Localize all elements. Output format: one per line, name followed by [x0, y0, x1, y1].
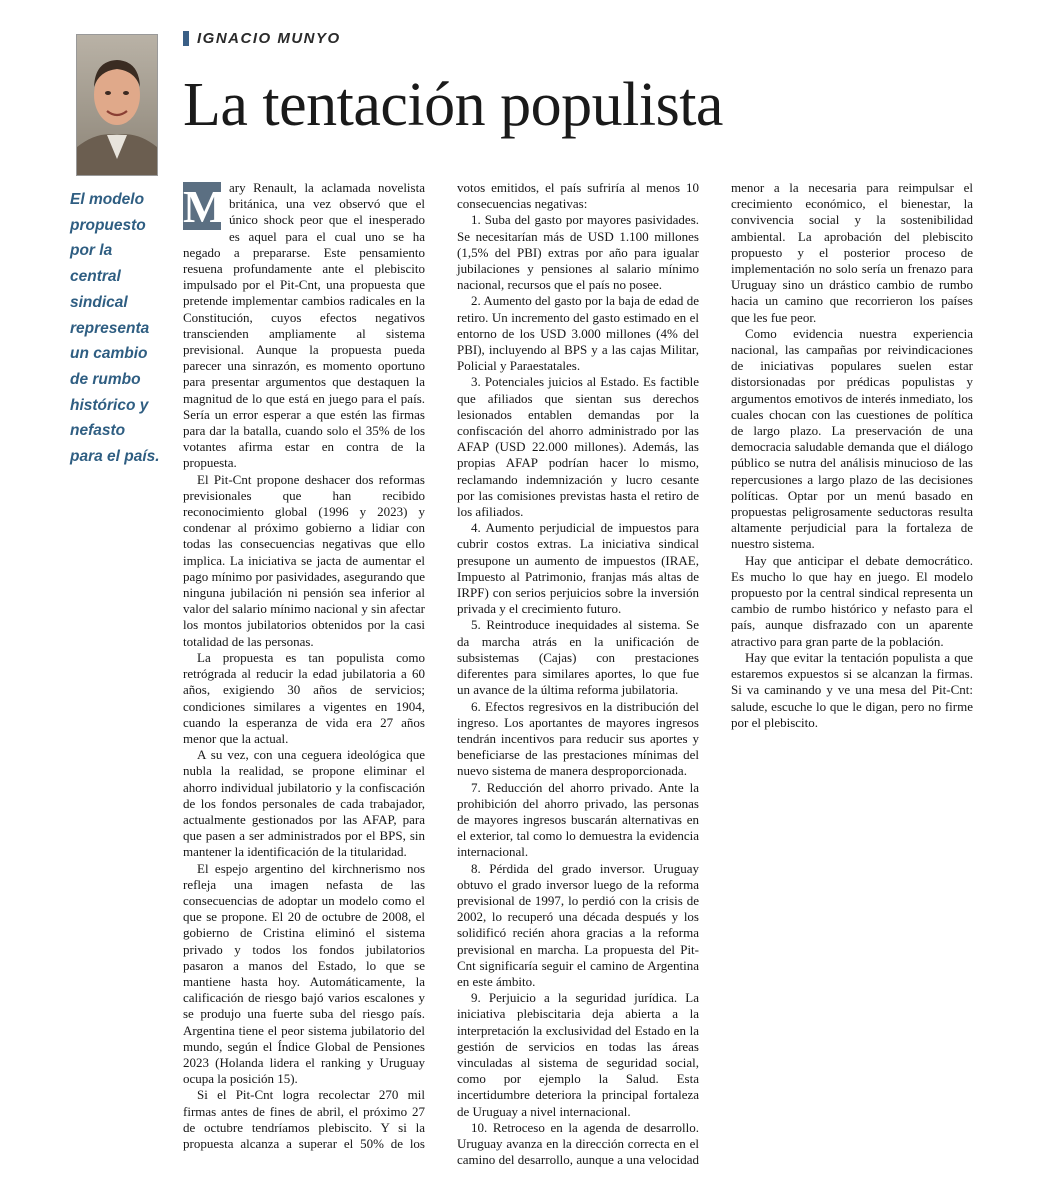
article-list-item: 9. Perjuicio a la seguridad jurídica. La iniciativa plebiscitaria deja abierta a la interpretación la exclusividad del Estado en la gestión de servicios en todas las áreas vinculadas al sistema de seguridad social, como por ejemplo la Salud. Esta incertidumbre deteriora la principal fortaleza de Uruguay a nivel internacional. — [457, 990, 699, 1119]
article-paragraph: Si el Pit-Cnt logra recolectar 270 mil firmas antes de fines de abril, el próximo 27 de octubre tendríamos plebiscito. Y si la propuesta alcanza a superar el 50% de los votos emitidos, el país sufriría al menos 10 consecuencias negativas: — [183, 180, 699, 1151]
author-photo — [76, 34, 158, 176]
article-paragraph: M ary Renault, la aclamada novelista británica, una vez observó que el único shock peor que el inesperado es aquel para el cual uno se ha negado a prepararse. Este pensamiento resuena profundamente ante el plebiscito impulsado por el Pit-Cnt, una propuesta que pretende implementar cambios radicales en la Constitución, cuyos efectos negativos transcienden ampliamente al sistema previsional. Aunque la propuesta pueda parecer una sinrazón, es momento oportuno para presentar argumentos que destaquen la magnitud de lo que está en juego para el país. Sería un error esperar a que estén las firmas para dar la batalla, cuando solo el 35% de los votantes afirma estar en contra de la propuesta. — [183, 180, 425, 471]
byline — [183, 30, 341, 47]
article-list-item: 6. Efectos regresivos en la distribución del ingreso. Los aportantes de mayores ingresos tendrán incentivos para reducir sus aportes y beneficiarse de las prestaciones mínimas del nuevo sistema de manera desproporcionada. — [457, 698, 699, 779]
drop-cap: M — [183, 181, 227, 232]
article-list-item: 10. Retroceso en la agenda de desarrollo. Uruguay avanza en la dirección correcta en el camino del desarrollo, aunque a una velocidad menor a la necesaria para reimpulsar el crecimiento económico, el bienestar, la convivencia social y la sostenibilidad ambiental. La aprobación del plebiscito propuesto y el posterior proceso de implementación no solo sería un frenazo para Uruguay sino un drástico cambio de rumbo hacia un camino que recorrieron los países que les fue peor. — [457, 180, 973, 1168]
article-list-item: 7. Reducción del ahorro privado. Ante la prohibición del ahorro privado, las personas de mayores ingresos buscarán alternativas en el exterior, tal como lo demuestra la evidencia internacional. — [457, 779, 699, 860]
pull-quote — [70, 187, 162, 470]
pull-quote-text: El modelo propuesto por la central sindical representa un cambio de rumbo histórico y nefasto para el país. — [70, 191, 160, 466]
article-list-item: 2. Aumento del gasto por la baja de edad de retiro. Un incremento del gasto estimado en el entorno de los USD 3.000 millones (4% del PBI), incluyendo al BPS y a las cajas Militar, Policial y Paraestatales. — [457, 293, 699, 374]
author-portrait-icon — [77, 35, 157, 175]
article-paragraph: La propuesta es tan populista como retrógrada al reducir la edad jubilatoria a 60 años, exigiendo 30 años de servicios; condiciones similares a vigentes en 1904, cuando la esperanza de vida era 27 años menor que la actual. — [183, 649, 425, 746]
headline: La tentación populista — [183, 71, 723, 139]
article-list-item: 4. Aumento perjudicial de impuestos para cubrir costos extras. La iniciativa sindical presupone un aumento de impuestos (IRAE, Impuesto al Patrimonio, franjas más altas de IRPF) con serios perjuicios sobre la inversión privada y el crecimiento futuro. — [457, 520, 699, 617]
article-body — [183, 180, 973, 1180]
author-name: IGNACIO MUNYO — [197, 30, 341, 47]
article-paragraph: El espejo argentino del kirchnerismo nos refleja una imagen nefasta de las consecuencias de adoptar un modelo como el que se propone. El 20 de octubre de 2008, el gobierno de Cristina eliminó el sistema privado y todos los fondos jubilatorios pasaron a manos del Estado, lo que se mantiene hasta hoy. Automáticamente, la calificación de riesgo bajó varios escalones y se produjo una fuerte suba del riesgo país. Argentina tiene el peor sistema jubilatorio del mundo, según el Índice Global de Pensiones 2023 (Holanda lidera el ranking y Uruguay ocupa la posición 15). — [183, 860, 425, 1087]
article-list-item: 1. Suba del gasto por mayores pasividades. Se necesitarían más de USD 1.100 millones (1,5% del PBI) extras por año para igualar jubilaciones y pensiones al salario mínimo nacional, recursos que el país no posee. — [457, 212, 699, 293]
article-list-item: 8. Pérdida del grado inversor. Uruguay obtuvo el grado inversor luego de la reforma previsional de 1997, lo perdió con la crisis de 2002, lo recuperó una década después y los solidificó recién ahora gracias a la reforma previsional en marcha. La propuesta del Pit-Cnt significaría seguir el camino de Argentina en este ámbito. — [457, 860, 699, 989]
article-paragraph: El Pit-Cnt propone deshacer dos reformas previsionales que han recibido reconocimiento global (1996 y 2023) y condenar al próximo gobierno a lidiar con todas las consecuencias negativas que ello implica. La iniciativa se jacta de aumentar el pago mínimo por pasividades, asegurando que ninguna jubilación ni pensión sea inferior al valor del salario mínimo nacional y sin afectar los montos jubilatorios obtenidos por la casi totalidad de las personas. — [183, 471, 425, 649]
byline-bar — [183, 31, 189, 46]
article-paragraph: Como evidencia nuestra experiencia nacional, las campañas por reivindicaciones de iniciativas populares suelen estar distorsionadas por prédicas populistas y argumentos emotivos de interés inmediato, los cuales chocan con las cuestiones de política de largo plazo. La preservación de una democracia saludable demanda que el diálogo público se nutra del análisis minucioso de las repercusiones a largo plazo de las decisiones políticas. Optar por un menú basado en propuestas peligrosamente seductoras resulta altamente perjudicial para la fortaleza de nuestro sistema. — [731, 325, 973, 552]
article-list-item: 3. Potenciales juicios al Estado. Es factible que afiliados que sientan sus derechos lesionados entablen demandas por la confiscación del ahorro administrado por las AFAP (USD 22.000 millones). Además, las propias AFAP podrían hacer lo mismo, reclamando indemnización y lucro cesante por las comisiones previstas hasta el retiro de los afiliados. — [457, 374, 699, 520]
article-paragraph: Hay que evitar la tentación populista a que estaremos expuestos si se alcanzan la firmas. Si va caminando y ve una mesa del Pit-Cnt: salude, escuche lo que le digan, pero no firme por el plebiscito. — [731, 649, 973, 730]
article-paragraph: A su vez, con una ceguera ideológica que nubla la realidad, se propone eliminar el ahorro individual jubilatorio y la confiscación de los fondos personales de cada trabajador, actualmente gestionados por las AFAP, para que pasen a ser administrados por el BPS, sin mantener la identificación de la titularidad. — [183, 747, 425, 860]
article-list-item: 5. Reintroduce inequidades al sistema. Se da marcha atrás en la unificación de subsistemas (Cajas) con prestaciones diferentes para similares aportes, lo que fue un avance de la última reforma jubilatoria. — [457, 617, 699, 698]
article-paragraph: Hay que anticipar el debate democrático. Es mucho lo que hay en juego. El modelo propuesto por la central sindical representa un cambio de rumbo histórico y nefasto para el país, aunque disfrazado con un aparente atractivo para gran parte de la población. — [731, 552, 973, 649]
